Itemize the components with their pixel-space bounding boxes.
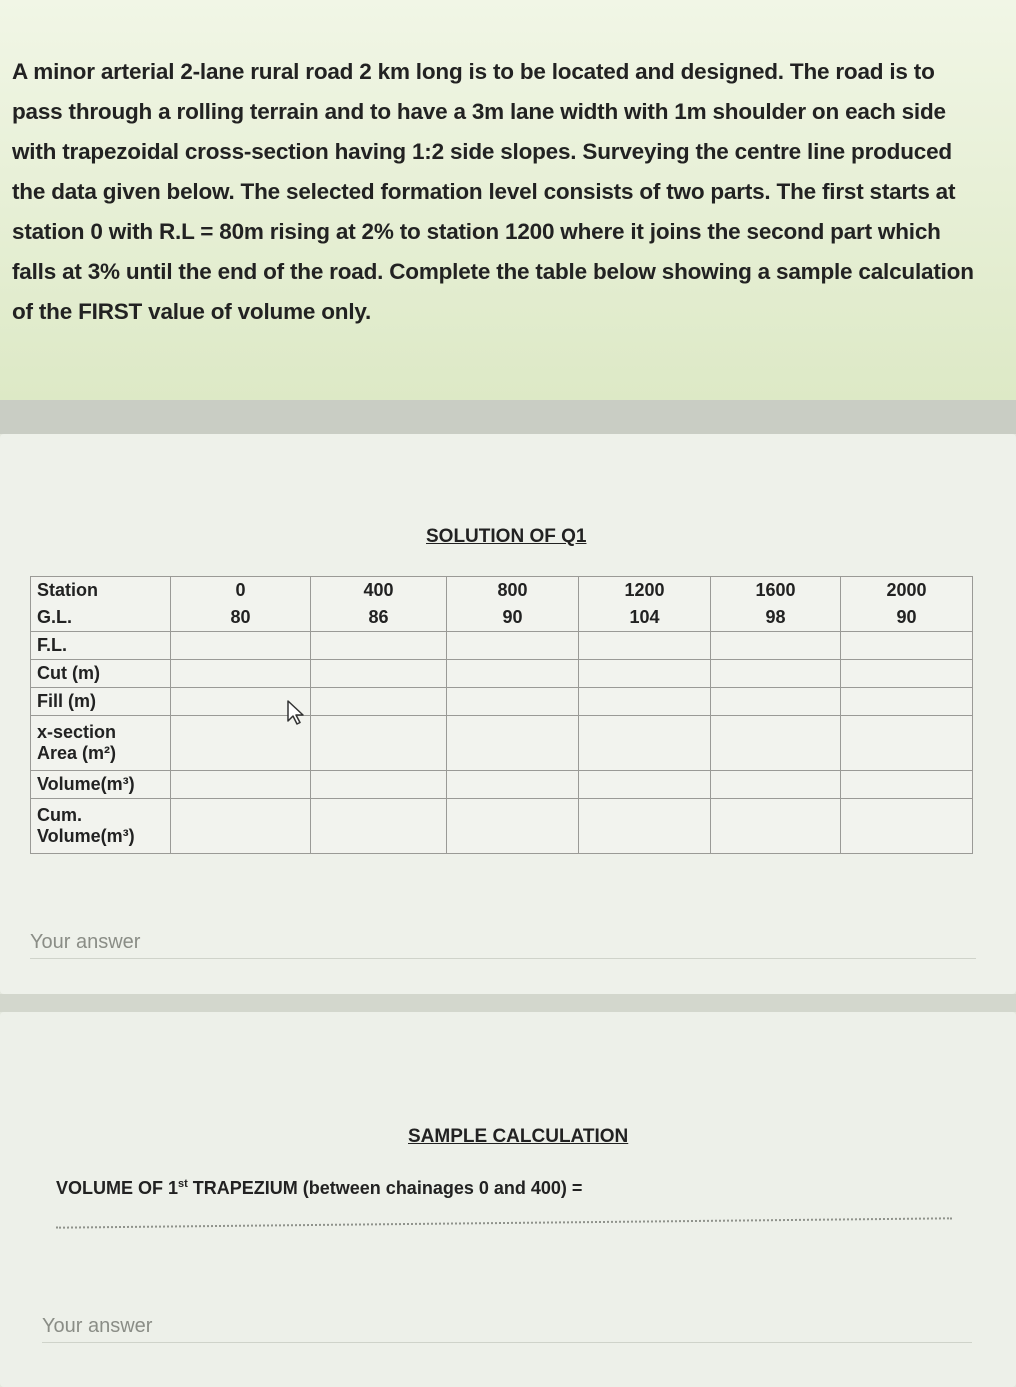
station-cell: 800	[447, 577, 579, 605]
station-cell: 1600	[711, 577, 841, 605]
label-fill: Fill (m)	[31, 688, 171, 716]
question-emphasis: FIRST	[78, 299, 143, 324]
empty-cell	[171, 771, 311, 799]
empty-cell	[311, 716, 447, 771]
volume-prompt	[56, 1178, 582, 1199]
empty-cell	[171, 799, 311, 854]
label-cut: Cut (m)	[31, 660, 171, 688]
empty-cell	[579, 632, 711, 660]
label-gl: G.L.	[31, 604, 171, 632]
empty-cell	[711, 688, 841, 716]
empty-cell	[579, 771, 711, 799]
table-row-cut	[31, 660, 973, 688]
empty-cell	[579, 688, 711, 716]
empty-cell	[579, 660, 711, 688]
solution-heading: SOLUTION OF Q1	[426, 526, 587, 547]
empty-cell	[711, 632, 841, 660]
gl-cell: 90	[841, 604, 973, 632]
question-ending: value of volume only.	[142, 299, 372, 324]
question-body: A minor arterial 2-lane rural road 2 km long is to be located and designed. The road is to pass through a rolling terrain and to have a 3m lane width with 1m shoulder on each side with trapezoidal cross-section having 1:2 side slopes. Surveying the centre line produced the data given below. The selected formation level consists of two parts. The first starts at station 0 with R.L = 80m rising at 2% to station 1200 where it joins the second part which falls at 3% until the end of the road. Complete the table below showing a sample calculation of the	[12, 59, 974, 324]
label-cum: Cum.	[37, 805, 82, 825]
card-gap	[0, 994, 1016, 1012]
empty-cell	[447, 660, 579, 688]
gl-cell: 86	[311, 604, 447, 632]
label-station: Station	[31, 577, 171, 605]
volume-prompt-suffix: TRAPEZIUM (between chainages 0 and 400) =	[187, 1178, 583, 1198]
table-row-volume	[31, 771, 973, 799]
question-card	[0, 0, 1016, 400]
label-fl: F.L.	[31, 632, 171, 660]
volume-prompt-superscript: st	[178, 1178, 188, 1190]
label-cum-unit: Volume(m³)	[37, 826, 135, 846]
table-row-fill	[31, 688, 973, 716]
empty-cell	[311, 771, 447, 799]
gl-cell: 98	[711, 604, 841, 632]
station-cell: 1200	[579, 577, 711, 605]
label-area	[31, 716, 171, 771]
empty-cell	[311, 799, 447, 854]
empty-cell	[841, 632, 973, 660]
empty-cell	[841, 688, 973, 716]
sample-heading: SAMPLE CALCULATION	[408, 1126, 629, 1147]
table-row-gl	[31, 604, 973, 632]
empty-cell	[447, 771, 579, 799]
empty-cell	[841, 660, 973, 688]
mouse-pointer-icon	[286, 700, 308, 726]
empty-cell	[841, 799, 973, 854]
station-cell: 0	[171, 577, 311, 605]
empty-cell	[447, 716, 579, 771]
empty-cell	[711, 660, 841, 688]
empty-cell	[311, 660, 447, 688]
label-volume: Volume(m³)	[31, 771, 171, 799]
table-row-area	[31, 716, 973, 771]
empty-cell	[171, 632, 311, 660]
empty-cell	[579, 716, 711, 771]
label-area-unit: Area (m²)	[37, 743, 117, 763]
table-row-fl	[31, 632, 973, 660]
station-cell: 400	[311, 577, 447, 605]
gl-cell: 80	[171, 604, 311, 632]
empty-cell	[579, 799, 711, 854]
label-cum-volume	[31, 799, 171, 854]
empty-cell	[711, 771, 841, 799]
answer-input-sample[interactable]	[42, 1310, 972, 1343]
label-xsection: x-section	[37, 722, 117, 742]
section-divider	[0, 400, 1016, 434]
empty-cell	[711, 799, 841, 854]
question-text	[12, 52, 987, 332]
empty-cell	[711, 716, 841, 771]
empty-cell	[311, 632, 447, 660]
gl-cell: 90	[447, 604, 579, 632]
empty-cell	[171, 660, 311, 688]
answer-input-table[interactable]	[30, 926, 976, 959]
empty-cell	[447, 632, 579, 660]
table-row-cum-volume	[31, 799, 973, 854]
empty-cell	[447, 688, 579, 716]
volume-prompt-prefix: VOLUME OF 1	[56, 1178, 179, 1198]
solution-table	[30, 576, 973, 854]
empty-cell	[447, 799, 579, 854]
gl-cell: 104	[579, 604, 711, 632]
table-row-station	[31, 577, 973, 605]
empty-cell	[841, 716, 973, 771]
empty-cell	[841, 771, 973, 799]
empty-cell	[311, 688, 447, 716]
station-cell: 2000	[841, 577, 973, 605]
